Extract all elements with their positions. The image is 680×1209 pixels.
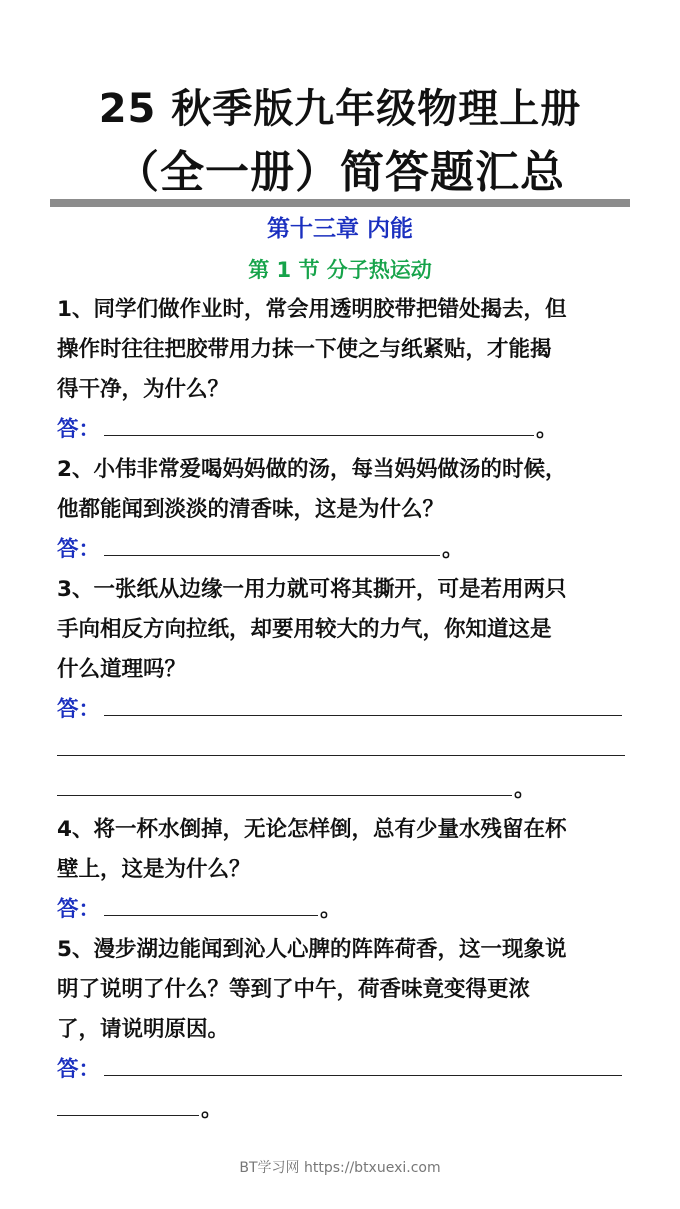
page-title-line-2: （全一册）简答题汇总: [115, 147, 565, 198]
answer-5: [57, 1050, 627, 1090]
answer-label: 答：: [57, 1057, 101, 1082]
answer-5-end: [57, 1090, 627, 1130]
chapter-heading: 第十三章 内能: [266, 216, 413, 242]
answer-period: 。: [201, 1097, 223, 1122]
question-5-line-2: 明了说明了什么？等到了中午，荷香味竟变得更浓: [57, 977, 531, 1002]
question-1-line-1: 1、同学们做作业时，常会用透明胶带把错处揭去，但: [57, 297, 567, 322]
page-title-line-1: 25 秋季版九年级物理上册: [98, 86, 582, 132]
question-3-line-1: 3、一张纸从边缘一用力就可将其撕开，可是若用两只: [57, 577, 567, 602]
answer-1-blank[interactable]: [104, 411, 534, 436]
answer-label: 答：: [57, 417, 101, 442]
question-2-line-1: 2、小伟非常爱喝妈妈做的汤，每当妈妈做汤的时候，: [57, 457, 567, 482]
question-4-line-2: 壁上，这是为什么？: [57, 857, 251, 882]
answer-5-blank-1[interactable]: [104, 1051, 622, 1076]
answer-3-blank-2[interactable]: [57, 731, 625, 756]
section-heading: 第 1 节 分子热运动: [248, 258, 432, 282]
answer-2: [57, 530, 627, 570]
answer-4-blank[interactable]: [104, 891, 318, 916]
answer-label: 答：: [57, 897, 101, 922]
answer-3-end: [57, 770, 627, 810]
answer-period: 。: [536, 417, 558, 442]
answer-period: 。: [514, 777, 536, 802]
questions-list: [57, 290, 627, 1130]
question-1-line-2: 操作时往往把胶带用力抹一下使之与纸紧贴，才能揭: [57, 337, 552, 362]
answer-label: 答：: [57, 697, 101, 722]
answer-period: 。: [320, 897, 342, 922]
answer-4: [57, 890, 627, 930]
answer-3-continued: [57, 730, 627, 770]
answer-2-blank[interactable]: [104, 531, 440, 556]
answer-period: 。: [442, 537, 464, 562]
answer-1: [57, 410, 627, 450]
question-5-line-1: 5、漫步湖边能闻到沁人心脾的阵阵荷香，这一现象说: [57, 937, 567, 962]
title-divider: [50, 199, 630, 207]
answer-label: 答：: [57, 537, 101, 562]
question-5-line-3: 了，请说明原因。: [57, 1017, 230, 1042]
answer-3: [57, 690, 627, 730]
question-1-line-3: 得干净，为什么？: [57, 377, 230, 402]
question-3-line-3: 什么道理吗？: [57, 657, 187, 682]
question-2-line-2: 他都能闻到淡淡的清香味，这是为什么？: [57, 497, 445, 522]
answer-5-blank-2[interactable]: [57, 1091, 199, 1116]
question-3-line-2: 手向相反方向拉纸，却要用较大的力气，你知道这是: [57, 617, 552, 642]
footer-watermark: BT学习网 https://btxuexi.com: [239, 1160, 441, 1176]
answer-3-blank-1[interactable]: [104, 691, 622, 716]
question-4-line-1: 4、将一杯水倒掉，无论怎样倒，总有少量水残留在杯: [57, 817, 567, 842]
answer-3-blank-3[interactable]: [57, 771, 512, 796]
